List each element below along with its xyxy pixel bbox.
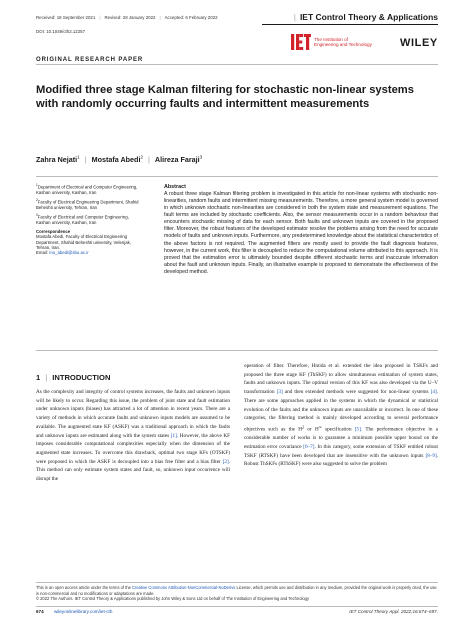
divider [36,176,438,177]
abstract [164,184,438,276]
section-title: INTRODUCTION [52,373,111,382]
affiliation-1: $^1$Department of Electrical and Computer Engineering, Kashan university, Kashan, Iran [36,183,138,195]
divider [36,582,438,583]
abstract-text: A robust three stage Kalman filtering problem is investigated in this article for non-linear systems with stochastic non-linearities, random faults and intermittent missing measurements. Therefore, a more general system model is governed in which unknown stochastic non-linearities are considered in both the system state and measurement equations. The fault terms are included by stochastic coefficients. Also, the sensor measurements occur in a random behaviour that encounters stochastic missing of data for each sensor. Both faults and unknown inputs are covered in the proposed filter. Moreover, the robust features of the developed estimator resolve the problems arising from the need for accurate models of faults and unknown inputs. Furthermore, any predetermined knowledge about the statistical characteristics of the above factors is not required. The augmented filters are mostly used to provide the fault diagnosis features, however, in the current work, this filter is decoupled to reduce the computational volume attributed to this approach. It is proved that the estimation error is ultimately bounded despite different stochastic terms and inaccurate information about the fault and unknown inputs. Finally, an illustrative example is proposed to demonstrate the effectiveness of the developed method. [164,191,438,275]
dates-line: Received: 18 September 2021 | Revised: 28 January 2022 | Accepted: 6 February 2022 [36,15,218,20]
citation-link[interactable]: [5] [354,426,361,433]
doi[interactable]: DOI: 10.1049/cth2.12257 [36,29,86,34]
citation-link[interactable]: [8–9] [425,452,437,459]
wiley-logo: WILEY [400,37,438,49]
divider [36,606,438,607]
divider [36,64,438,65]
journal-name: | IET Control Theory & Applications [293,12,438,22]
citation-link[interactable]: [1] [170,432,177,439]
paper-title: Modified three stage Kalman filtering for stochastic non-linear systems with randomly occurring faults and intermittent measurements [36,84,414,111]
email-link[interactable]: mo_abedi@sbu.ac.ir [49,250,89,256]
body-column-right: operation of filter. Therefore, Hmida et al. extended the idea proposed in TSKFs and proposed the three stage KF (ThSKF) to allow simultaneous estimation of system states, faults and unknown inputs. The optimal version of this KF was also developed via the U–V transformation [3] and then extended methods were suggested for non-linear systems [4]. There are some approaches applied in the systems in which the dynamical or statistical evolution of the faults and the unknown inputs are unavailable or incorrect. In one of these categories, the filtering method is mainly developed according to several performance objectives such as the $H^2$ or H∞ specification [5]. The performance objective in a considerable number of works is to guarantee a minimum possible upper bound on the estimation error covariance [6–7]. In this category, some extension of TSKF entitled robust TSKF (RTSKF) have been developed that are insensitive with the unknown inputs [8–9]. Robust ThSKFs (RThSKF) were also suggested to solve the problem [244,363,438,468]
divider [36,350,438,351]
license-footer [36,585,438,602]
body-column-left: As the complexity and integrity of control systems increases, the faults and unknown inputs will be likely to occur. Regarding this issue, the problem of joint state and fault estimation under unknown inputs (biases) has attracted a lot of attention in recent years. There are a variety of methods in which accurate faults and unknown inputs models are assumed to be available. The augmented state KF (ASKF) was a traditional approach in which the faults and unknown inputs are estimated along with the system states [1]. However, the above KF imposes considerable computational complexities especially when the dimension of the augmented state increases. To overcome this drawback, optimal two stage KFs (OTSKF) were proposed in which the ASKF is decoupled into a bias free filter and a bias filter [2]. This method can only estimate system states and fault, so, unknown input occurrence will disrupt the [36,389,230,483]
correspondence-email: Email: mo_abedi@sbu.ac.ir [36,250,89,256]
license-text: This is an open access article under the terms of the Creative Commons Attribution-NonCommercial-NoDerivs License, which permits use and distribution in any medium, provided the original work is properly cited, the use is non-commercial and no modifications or adaptations are made. [36,585,437,596]
journal-rule [262,24,438,25]
affiliation-3: $^3$Faculty of Electrical and Computer Engineering, Kashan university, Kashan, Iran [36,213,129,225]
accepted-date: Accepted: 6 February 2022 [164,15,218,20]
logo-line-1: The Institution of [314,37,348,42]
affiliation-2: $^2$Faculty of Electrical Engineering Department, Shahid Beheshti university, Tehran, Iran [36,198,139,210]
license-link[interactable]: Creative Commons Attribution-NonCommercial-NoDerivs [132,585,236,590]
page-number: 674 [36,609,44,614]
author-3[interactable]: Alireza Faraji$^3$ [154,155,203,165]
citation-link[interactable]: [2] [222,458,229,465]
website-link[interactable]: wileyonlinelibrary.com/iet-cth [54,609,113,614]
affiliations [36,183,140,256]
revised-date: Revised: 28 January 2022 [104,15,156,20]
author-1[interactable]: Zahra Nejati$^1$ [36,155,80,165]
journal-name-text: IET Control Theory & Applications [299,12,438,22]
iet-logo-text [314,37,372,48]
correspondence-title: Correspondence [36,229,71,235]
abstract-heading: Abstract [164,184,186,190]
citation-link[interactable]: [6–7] [303,444,315,451]
author-2[interactable]: Mostafa Abedi$^2$ [91,155,144,165]
author-list: Zahra Nejati$^1$ | Mostafa Abedi$^2$ | Alireza Faraji$^3$ [36,155,203,165]
section-heading: 1 | INTRODUCTION [36,373,111,382]
section-number: 1 [36,373,41,382]
logo-line-2: Engineering and Technology [314,42,372,48]
received-date: Received: 18 September 2021 [36,15,96,20]
iet-logo-icon [291,33,311,51]
journal-citation: IET Control Theory Appl. 2022;16:674–697. [349,609,438,614]
citation-link[interactable]: [4] [430,389,437,396]
correspondence-text: Mostafa Abedi, Faculty of Electrical Engineering Department, Shahid Beheshti university, Velenjak, Tehran, Iran. [36,234,131,250]
citation-link[interactable]: [3] [276,389,283,396]
article-type: ORIGINAL RESEARCH PAPER [36,57,144,63]
copyright-text: © 2022 The Authors. IET Control Theory & Applications published by John Wiley & Sons Ltd on behalf of The Institution of Engineering and Technology [36,596,309,602]
